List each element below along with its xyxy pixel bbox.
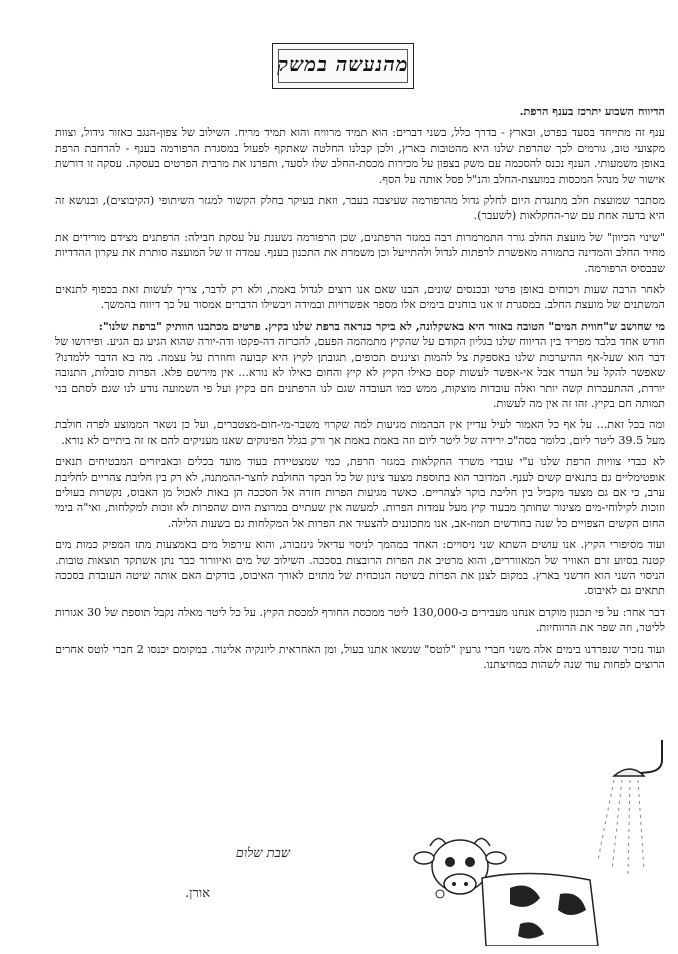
column-title: מהנעשה במשק <box>277 52 409 76</box>
article-body <box>55 104 665 678</box>
shower-illustration <box>592 740 672 880</box>
paragraph-water-experience <box>55 319 665 334</box>
cow-illustration <box>410 828 600 946</box>
paragraph-branch: ענף זה מתייחד בסעד בפרט, ובארץ - בדרך כלל, בשני דברים: הוא תמיד מרוויח והוא תמיד מריח. השילוב של צפון-הנגב כאזור גידול, וצוות מקצועי טוב, גורמים לכך שהרפת שלנו היא מהטובות בארץ, ולכן קבלנו החלטה שאתקף לפעול במסגרת הרפורמה בענף - להרחבת הרפת באופן משמעותי. הענף נכנס להסכמה עם משק בצפון על מכירות מכסת-החלב שלו לסעד, ותפרנו את מרבית הפרטים בעסקה. עסקה זו דורשת אישור של מנהל המכסות במועצת-החלב והנ"ל פסל אותה על הסף. <box>55 126 665 186</box>
paragraph-summer: חודש אחד בלבד מפריד בין הדיווח שלנו בגליון הקודם על שהקיץ מתמהמה הפעם, להכרזה דה-פקטו ודה-יורה שהוא הגיע גם הגיע. ופירושו של דבר הוא שעל-אף ההיערכות שלנו באספקת צל להמות וציננים תכופים, תגובתן לקיץ היא קבועה וחוזרת על עצמה. מה בא הדבר ללמדנו? שאפשר להקל על העדר אבל אי-אפשר לעשות קסם כאילו הקיץ לא קיץ והחום כאילו לא נורא... אין מירשם פלא. הפרות סובלות, התנובה יורדת, ההתעברות קשה יותר ואלה עובדות מוצקות, ממש כמו העובדה שגם לנו הרפתנים חם בקיץ ועל פי השמועה נודע לנו שגם לסתם בני תמותה חם בקיץ. זהו זה אין מה לעשות. <box>55 335 665 410</box>
paragraph-intro-text: הדיווח השבוע יתרכז בענף הרפת. <box>519 104 665 118</box>
author-name: אורן. <box>185 886 210 901</box>
paragraph-options: לאחר הרבה שעות ויכוחים באופן פרטי ובכנסים שונים, הבנו שאם אנו רוצים לגדול באמת, ולא רק לדבר, צריך לעשות זאת בכפוף לתנאים המשתנים של מועצת החלב. במסגרת זו אנו בוחנים בימים אלו מספר אפשרויות ובמידה ויבשילו הדברים אמסור על כך דיווח בהמשך. <box>55 283 665 312</box>
paragraph-yield: ומה בכל זאת... על אף כל האמור לעיל עדיין אין הבהמות מגיעות למה שקרוי משבר-מי-חום-מצטברים, ועל כן נשאר הממוצע לפרה חולבת מעל 39.5 ליטר ליום, כלומר בסה"כ ירידה של ליטר ליום וזה באמת באמת אך ורק בגלל הפינוקים שאנו מעניקים להם אז זה ביתיים לא נורא. <box>55 418 665 447</box>
water-experience-quote: "ברפת שלנו": <box>98 318 162 333</box>
paragraph-experiments: ועוד מסיפורי הקיץ. אנו עושים השתא שני ניסויים: האחד במהמך לניסוי עדיאל גינזבורג, והוא עירפול מים באמצעות מתז המפיק כמות מים קטנה בסיוע זרם האוויר של המאווררים, והוא מרטיב את הפרות הרובצות בסככה. השילוב של מים ואיוורור כבר נתן אשתקד תוצאות טובות. הניסוי השני הוא חדשני בארץ. במקום לצנן את הפרות בשיטה הנוכחית של מתזים לאורך האיבוס, בודקים האם אותה שיטה העובדת בסככה תתאים גם לאיבוס. <box>55 538 665 598</box>
paragraph-milk-council: מסתבר שמועצת חלב מתנגדת היום לחלק גדול מהרפורמה שעיצבה בעבר, וזאת בעיקר בחלק הקשור למגזר השיתופי (הקיבוצים), ובנושא זה היא בדעה אחת עם שר-החקלאות (לשעבר). <box>55 194 665 223</box>
paragraph-direction-change: "שינוי הכיוון" של מועצת החלב גורר התמרמרות רבה במגזר הרפתנים, שכן הרפורמה נשענת על עסקת חבילה: הרפתנים מצידם מורידים את מחיר החלב והמדינה בתמורה מאפשרת לרפתות לגדול ולהתייעל וכן משמרת את התכנון בענף. עמדה זו של המועצה סותרת את עקרון ההדדיות שבבסיס הרפורמה. <box>55 230 665 275</box>
paragraph-farewell: ועוד נזכיר שנפרדנו בימים אלה משני חברי גרעין "לוטס" שנשאו אתנו בעול, ומן האחראית ליונקיה אלינור. במקומם יכנסו 2 חברי לוטס אחרים הרוצים לפחות עוד שנה לשהות במחיצתנו. <box>55 642 665 671</box>
water-experience-intro: מי שחושב ש"חווית המים" הטובה באזור היא באשקלונה, לא ביקר כנראה ברפת שלנו בקיץ. פרטים מכתבנו הוותיק <box>165 318 665 333</box>
column-title-box <box>272 43 414 89</box>
paragraph-cooling: לא כבדי צוויות הרפת שלנו ע"י עובדי משרד החקלאות במגזר הרפת, כמי שמצטיידת בעוד מועד בכלים ובאביזרים המבטיחים תנאים אופטימליים גם בתנאים קשים לענף. המדובר הוא בתוספת מצעד צינון של כל הבקר החולבת לחצר-ההמתנה, לא רק בין חליבת צהריים לחליבת ערב, כי אם גם מצעד מקביל בין חליבת בוקר לצהריים. כאשר מגיעות הפרות חזרה אל הסככה הן באות לאכול מן האבוס, נקשרות בעולים וזוכות לקילוחי-מים מצינור שחותך מבעוד קיץ מעל עמדות הפרות. למעשה אין שעתיים במרוצת היום שהפרות לא זוכות למקלחות, ואי"ה בימי החום הקשים הצפויים כל שנה בחודשים תמוז-אב, אנו מתכוננים להצעיד את הפרות אל המקלחות גם בשעות הלילה. <box>55 455 665 530</box>
paragraph-quota: דבר אחר: על פי תכנון מוקדם אנחנו מעבירים כ-130,000 ליטר ממכסת החורף למכסת הקיץ. על כל ליטר מאלה נקבל תוספת של 30 אגורות לליטר, וזה שפר את הרווחיות. <box>55 605 665 635</box>
paragraph-intro <box>55 104 665 119</box>
signature-greeting: שבת שלום <box>235 846 290 861</box>
